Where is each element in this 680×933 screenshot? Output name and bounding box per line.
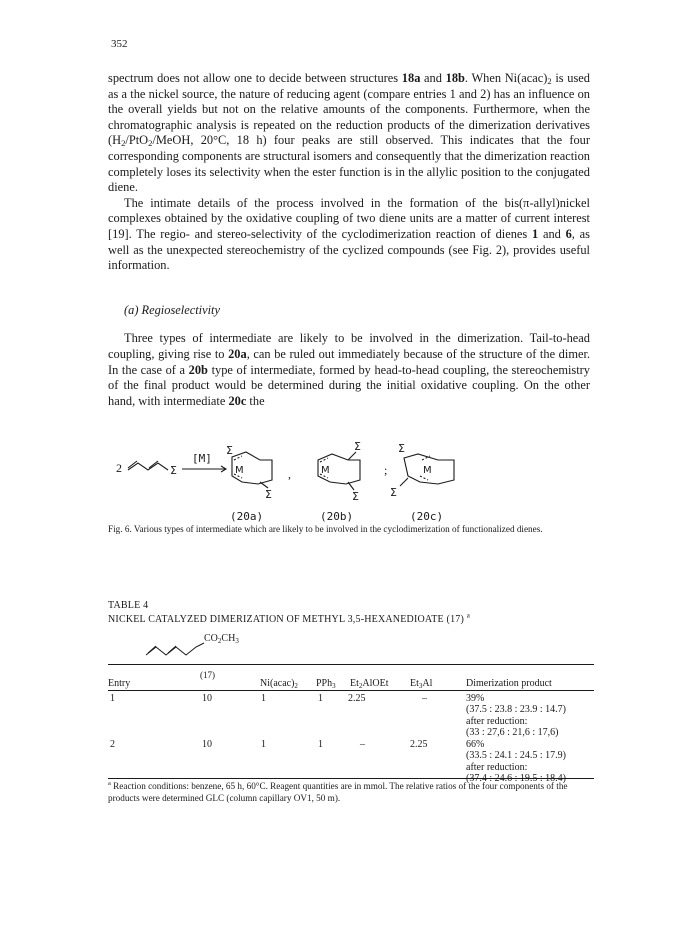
row2-niacac: 1 [261, 739, 266, 750]
catalyst-label: [M] [192, 452, 212, 465]
paragraph-2: The intimate details of the process involved in the formation of the bis(π-allyl)nickel complexes obtained by the oxidative coupling of two diene units are a matter of current interest [19]. The regio- and stereo-selectivity of the cyclodimerization reaction of dienes 1 and 6, as well as the unexpected stereochemistry of the cyclized compounds (see Fig. 2), provides useful information. [108, 195, 590, 273]
header-et2aloet: $Et_2AlOEt$ [350, 678, 389, 690]
substituent-label: $CO_2CH_3$ [204, 633, 239, 645]
row1-et2aloet: 2.25 [348, 693, 366, 704]
separator-semicolon: ; [384, 463, 388, 477]
reaction-scheme [108, 430, 578, 530]
coefficient: 2 [116, 461, 122, 475]
body-text-regioselectivity [108, 319, 590, 422]
row2-17: 10 [202, 739, 212, 750]
label-20a: (20a) [230, 510, 264, 523]
label-20b: (20b) [320, 510, 354, 523]
paragraph-3: Three types of intermediate are likely to be involved in the dimerization. Tail-to-head coupling, giving rise to 20a, can be ruled out immediately because of the structure of the dimer. In the case of a 20b type of intermediate, formed by head-to-head coupling, the stereochemistry of the final product would be determined during the initial oxidative coupling. On the other hand, with intermediate 20c the [108, 331, 590, 408]
header-niacac: $Ni(acac)_2$ [260, 678, 298, 690]
label-20c: (20c) [410, 510, 444, 523]
page-number: 352 [111, 38, 128, 50]
row1-pph3: 1 [318, 693, 323, 704]
row1-product: 39% (37.5 : 23.8 : 23.9 : 14.7) after reduction: (33 : 27,6 : 21,6 : 17,6) [466, 693, 566, 739]
row2-et2aloet: – [360, 739, 365, 750]
row2-et3al: 2.25 [410, 739, 428, 750]
row1-niacac: 1 [261, 693, 266, 704]
diene-chain [128, 463, 168, 470]
header-product: Dimerization product [466, 678, 552, 689]
paragraph-1: spectrum does not allow one to decide between structures 18a and 18b. When $Ni(acac)_2$ is used as a the nickel source, the nature of reducing agent (compare entries 1 and 2) has an influence on the overall yields but not on the relative amounts of the components. Furthermore, when the chromatographic analysis is repeated on the reduction products of the dimerization derivatives ($H_2/PtO_2$/MeOH, 20°C, 18 h) four peaks are still observed. This indicates that the four corresponding components are structural isomers and consequently that the dimerization reaction completely loses its selectivity when the ester function is in the allylic position to the conjugated diene. [108, 71, 590, 195]
table-title-footnote-mark: a [466, 611, 471, 620]
svg-text:Σ: Σ [226, 444, 233, 457]
header-pph3: PPh$_3$ [316, 678, 336, 690]
figure-caption [108, 523, 590, 535]
body-text-top [108, 71, 590, 274]
row2-product: 66% (33.5 : 24.1 : 24.5 : 17.9) after reduction: (37.4 : 24.6 : 19.5 : 18.4) [466, 739, 566, 785]
metal-label-20b: M [321, 465, 330, 476]
compound-17-structure [140, 625, 260, 661]
section-heading: (a) Regioselectivity [124, 303, 220, 317]
svg-text:Σ: Σ [390, 486, 397, 499]
separator-comma: , [288, 467, 291, 481]
substituent-z: Σ [170, 464, 177, 477]
table-title: NICKEL CATALYZED DIMERIZATION OF METHYL 3,5-HEXANEDIOATE (17) $^a$ [108, 611, 471, 625]
footnote-text: Reaction conditions: benzene, 65 h, 60°C. Reagent quantities are in mmol. The relative ratios of the four components of the products were determined GLC (column capillary OV1, 50 m). [108, 781, 568, 803]
table-top-rule [108, 664, 594, 665]
metal-label-20c: M [423, 465, 432, 476]
row1-entry: 1 [110, 693, 115, 704]
svg-text:Σ: Σ [398, 442, 405, 455]
header-17: (17) [200, 670, 215, 680]
table-header-rule [108, 690, 594, 691]
svg-text:Σ: Σ [265, 488, 272, 501]
header-et3al: $Et_3Al$ [410, 678, 433, 690]
header-entry: Entry [108, 678, 131, 689]
table-number: TABLE 4 [108, 600, 149, 611]
metal-label-20a: M [235, 465, 244, 476]
row1-et3al: – [422, 693, 427, 704]
row2-pph3: 1 [318, 739, 323, 750]
svg-text:Σ: Σ [354, 440, 361, 453]
footnote-mark: a [108, 779, 111, 787]
row1-17: 10 [202, 693, 212, 704]
figure-caption-text: Various types of intermediate which are likely to be involved in the cyclodimerization of functionalized dienes. [133, 524, 543, 534]
svg-text:Σ: Σ [352, 490, 359, 503]
figure-label: Fig. 6. [108, 524, 132, 534]
row2-entry: 2 [110, 739, 115, 750]
table-footnote [108, 780, 594, 804]
